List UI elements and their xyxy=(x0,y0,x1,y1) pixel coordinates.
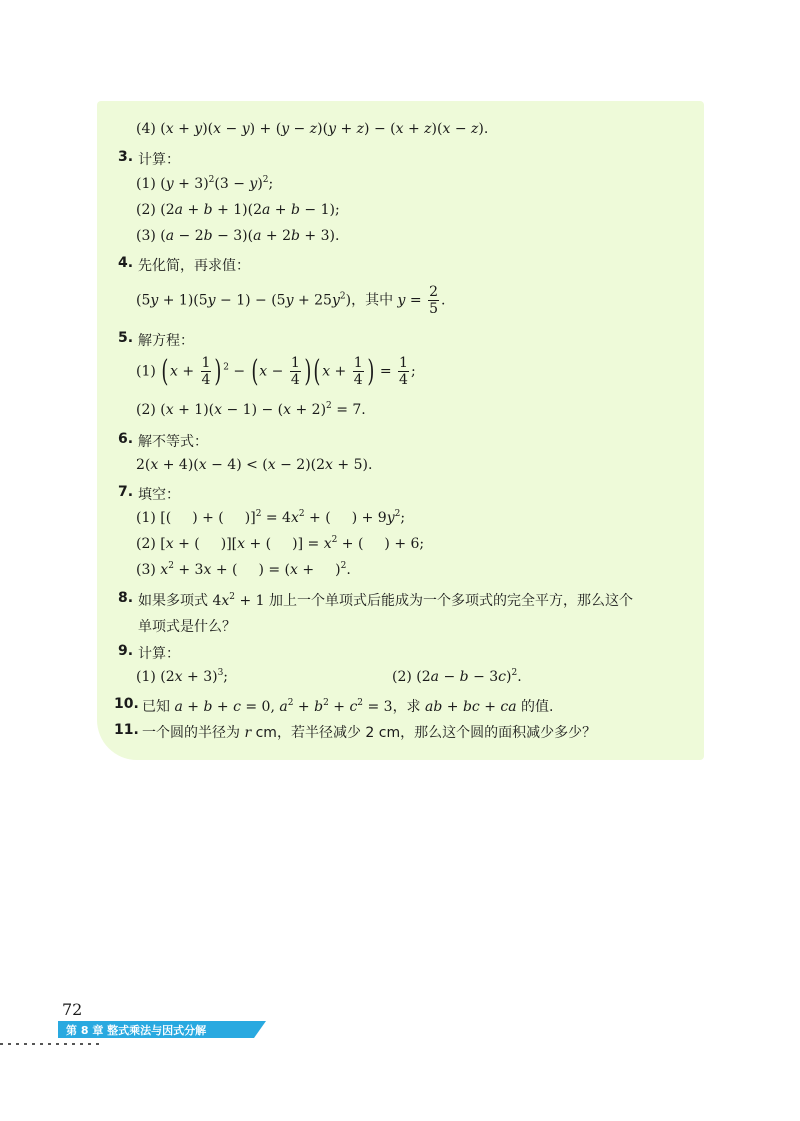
page-number: 72 xyxy=(62,1000,83,1019)
exercise-6-number: 6. xyxy=(118,431,134,447)
exercise-5-part-2: (2) $(x + 1)(x - 1) - (x + 2)^2 = 7$. xyxy=(136,401,366,418)
exercise-8-line-1: 如果多项式 $4x^2 + 1$ 加上一个单项式后能成为一个多项式的完全平方，那么这个 xyxy=(138,592,634,609)
chapter-title: 第 8 章 整式乘法与因式分解 xyxy=(66,1024,207,1037)
exercise-2-part-4: (4) (x + y)(x − y) + (y − z)(y + z) − (x + z)(x − z). xyxy=(136,121,489,137)
chapter-banner xyxy=(58,1021,266,1038)
exercise-5-part-1: (1) (x + $\frac{1}{4}$ )$^2$ − (x − $\frac{1}{4}$ )(x + $\frac{1}{4}$ ) = $\frac{1}{4}$ ; xyxy=(136,353,416,389)
exercise-9-part-1: (1) $(2x + 3)^3$; xyxy=(136,668,229,685)
exercise-3-part-2: (2) (2a + b + 1)(2a + b − 1); xyxy=(136,202,340,218)
exercise-6-inequality: 2(x + 4)(x − 4) < (x − 2)(2x + 5). xyxy=(136,457,373,473)
dotted-divider xyxy=(0,1043,100,1045)
exercise-8-number: 8. xyxy=(118,590,134,606)
exercise-7-part-2: (2) [x + ( )][x + ( )] = $x^2$ + ( ) + 6; xyxy=(136,535,425,552)
exercise-11-text: 一个圆的半径为 r cm，若半径减少 2 cm，那么这个圆的面积减少多少？ xyxy=(142,725,597,741)
exercise-9-title: 计算： xyxy=(138,646,180,662)
exercise-11-number: 11. xyxy=(114,722,139,738)
exercise-9-part-2: (2) $(2a - b - 3c)^2$. xyxy=(392,668,522,685)
exercise-4-expression: $(5y + 1)(5y - 1) - (5y + 25y^2)$，其中 y = $\frac{2}{5}$ . xyxy=(136,284,446,317)
exercise-9-number: 9. xyxy=(118,643,134,659)
exercise-4-number: 4. xyxy=(118,255,134,271)
exercise-4-title: 先化简，再求值： xyxy=(138,258,250,274)
exercise-10-text: 已知 a + b + c = 0, $a^2 + b^2 + c^2 = 3$，求 ab + bc + ca 的值. xyxy=(142,698,554,715)
exercise-8-line-2: 单项式是什么？ xyxy=(138,619,236,635)
exercise-7-part-3: (3) $x^2 + 3x$ + ( ) = (x + )$^2$. xyxy=(136,561,351,578)
exercise-6-title: 解不等式： xyxy=(138,434,208,450)
exercise-7-number: 7. xyxy=(118,484,134,500)
exercise-7-title: 填空： xyxy=(138,487,180,503)
exercise-5-title: 解方程： xyxy=(138,333,194,349)
exercise-3-number: 3. xyxy=(118,149,134,165)
exercise-3-part-1: (1) $(y + 3)^2(3 - y)^2$; xyxy=(136,175,274,192)
exercise-3-title: 计算： xyxy=(138,152,180,168)
exercise-5-number: 5. xyxy=(118,330,134,346)
exercise-7-part-1: (1) [( ) + ( )]$^2 = 4x^2$ + ( ) + $9y^2$; xyxy=(136,509,406,526)
exercise-10-number: 10. xyxy=(114,696,139,712)
exercise-3-part-3: (3) (a − 2b − 3)(a + 2b + 3). xyxy=(136,228,340,244)
